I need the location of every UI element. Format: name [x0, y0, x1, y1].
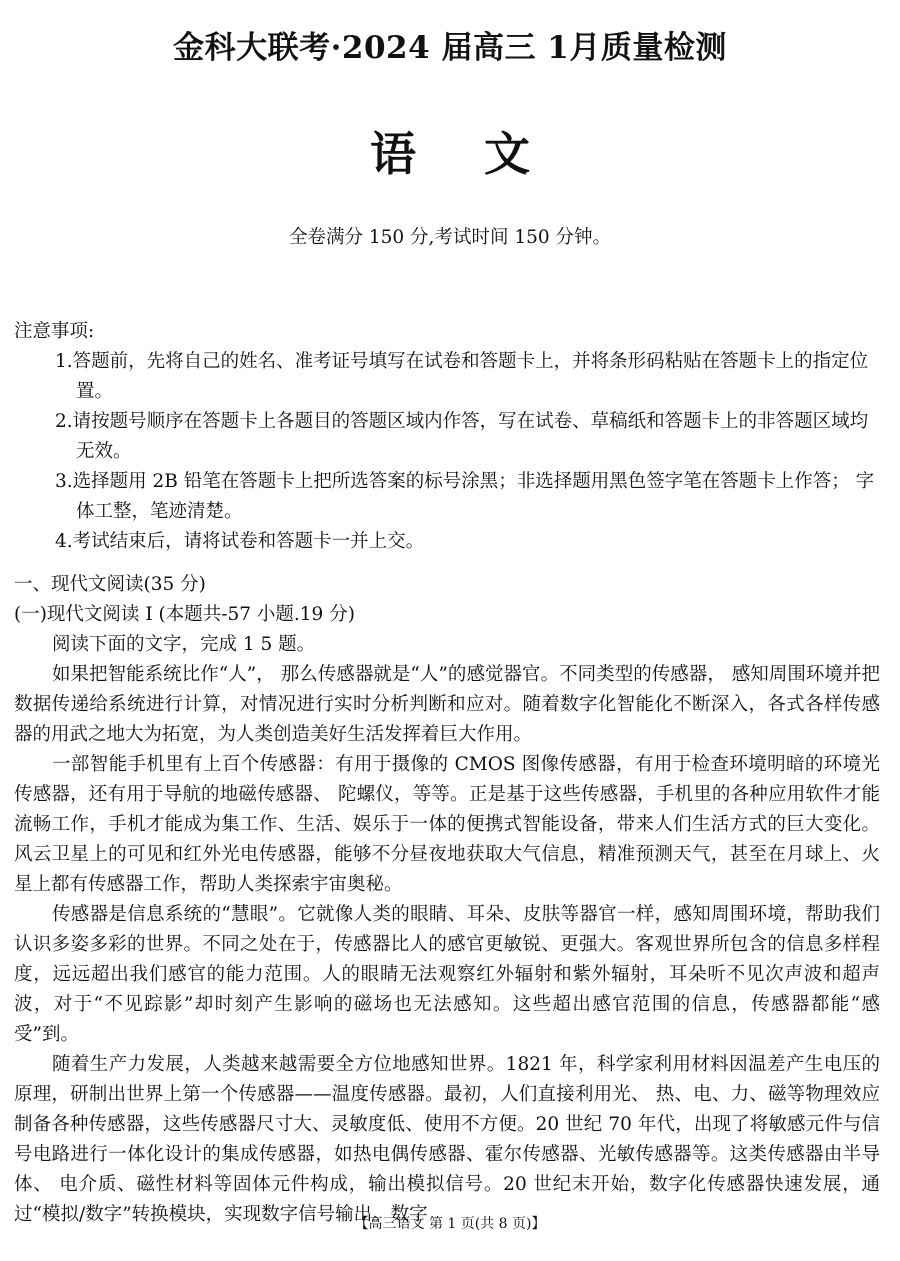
passage-paragraph-3: 传感器是信息系统的“慧眼”。它就像人类的眼睛、耳朵、皮肤等器官一样，感知周围环境，帮助我们认识多姿多彩的世界。不同之处在于，传感器比人的感官更敏锐、更强大。客观世界所包含的信息多样程度，远远超出我们感官的能力范围。人的眼睛无法观察红外辐射和紫外辐射，耳朵听不见次声波和超声波，对于“不见踪影”却时刻产生影响的磁场也无法感知。这些超出感官范围的信息，传感器都能“感受”到。 [14, 904, 880, 1045]
section-heading: 一、现代文阅读(35 分) [14, 574, 206, 595]
notice-item-2: 2.请按题号顺序在答题卡上各题目的答题区域内作答，写在试卷、草稿纸和答题卡上的非答题区域均无效。 [55, 411, 869, 462]
exam-title: 金科大联考·2024 届高三 1月质量检测 [173, 30, 727, 66]
page-footer: 【高三语文 第 1 页(共 8 页)】 [354, 1216, 546, 1232]
notice-section [14, 317, 880, 557]
section-subheading: (一)现代文阅读 Ⅰ (本题共-57 小题.19 分) [14, 604, 355, 625]
notice-item-3: 3.选择题用 2B 铅笔在答题卡上把所选答案的标号涂黑；非选择题用黑色签字笔在答题卡上作答； 字体工整，笔迹清楚。 [55, 471, 875, 522]
reading-section [14, 570, 880, 1230]
subject-title: 语文 [370, 127, 598, 181]
passage-paragraph-4: 随着生产力发展，人类越来越需要全方位地感知世界。1821 年，科学家利用材料因温差产生电压的原理，研制出世界上第一个传感器——温度传感器。最初，人们直接利用光、 热、电、力、磁等物理效应制备各种传感器，这些传感器尺寸大、灵敏度低、使用不方便。20 世纪 70 年代，出现了将敏感元件与信号电路进行一体化设计的集成传感器，如热电偶传感器、霍尔传感器、光敏传感器等。这类传感器由半导体、 电介质、磁性材料等固体元件构成，输出模拟信号。20 世纪末开始，数字化传感器快速发展，通过“模拟/数字”转换模块，实现数字信号输出。数字 [14, 1054, 880, 1225]
passage-paragraph-1: 如果把智能系统比作“人”， 那么传感器就是“人”的感觉器官。不同类型的传感器， 感知周围环境并把数据传递给系统进行计算，对情况进行实时分析判断和应对。随着数字化智能化不断深入，各式各样传感器的用武之地大为拓宽，为人类创造美好生活发挥着巨大作用。 [14, 664, 880, 745]
score-time-line: 全卷满分 150 分,考试时间 150 分钟。 [288, 227, 612, 248]
notice-item-4: 4.考试结束后，请将试卷和答题卡一并上交。 [55, 531, 425, 552]
passage-paragraph-2: 一部智能手机里有上百个传感器：有用于摄像的 CMOS 图像传感器，有用于检查环境明暗的环境光传感器，还有用于导航的地磁传感器、 陀螺仪，等等。正是基于这些传感器，手机里的各种应用软件才能流畅工作，手机才能成为集工作、生活、娱乐于一体的便携式智能设备，带来人们生活方式的巨大变化。风云卫星上的可见和红外光电传感器，能够不分昼夜地获取大气信息，精准预测天气，甚至在月球上、火星上都有传感器工作，帮助人类探索宇宙奥秘。 [14, 754, 880, 895]
notice-title: 注意事项: [14, 321, 95, 342]
notice-item-1: 1.答题前，先将自己的姓名、准考证号填写在试卷和答题卡上，并将条形码粘贴在答题卡上的指定位置。 [55, 351, 869, 402]
reading-instruction: 阅读下面的文字，完成 1 5 题。 [52, 634, 316, 655]
